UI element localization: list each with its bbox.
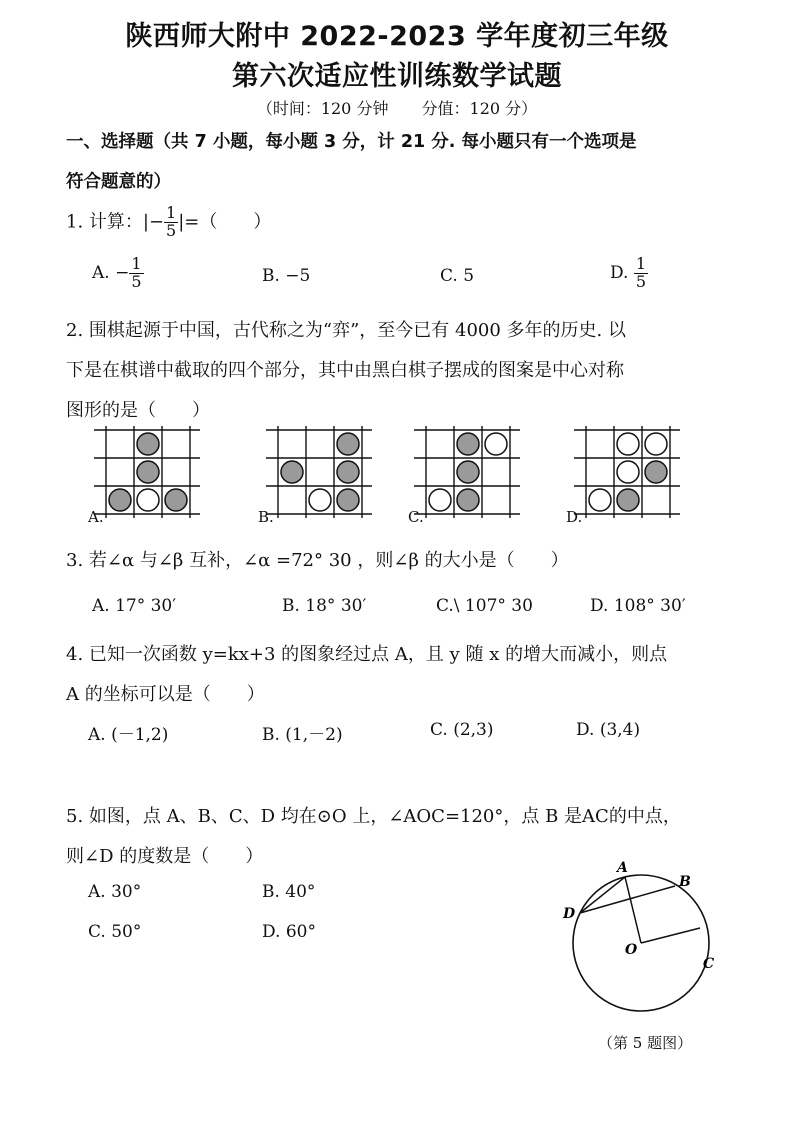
question-2-line1: 2. 围棋起源于中国，古代称之为“弈”，至今已有 4000 多年的历史. 以 <box>66 320 626 341</box>
exam-info <box>0 96 794 119</box>
question-4-line2: A 的坐标可以是（ ） <box>66 684 265 705</box>
black-stone <box>109 489 131 511</box>
segment-oa <box>625 877 641 943</box>
q1-option-a-num: 1 <box>131 254 142 273</box>
segment-oc <box>641 928 700 943</box>
q2-label-b: B. <box>258 508 274 526</box>
point-c-label: C <box>703 956 715 972</box>
score-label: 分值：120 分） <box>421 99 538 118</box>
q4-option-d: D. (3,4) <box>576 720 641 740</box>
go-board-figures <box>60 420 740 530</box>
question-5-line2: 则∠D 的度数是（ ） <box>66 846 264 867</box>
question-1-stem <box>66 205 271 240</box>
figure-5-caption: （第 5 题图） <box>598 1034 693 1052</box>
q1-option-d-den: 5 <box>635 271 647 291</box>
question-2-line2: 下是在棋谱中截取的四个部分，其中由黑白棋子摆成的图案是中心对称 <box>66 360 624 381</box>
question-2-line3: 图形的是（ ） <box>66 400 210 421</box>
black-stone <box>165 489 187 511</box>
q2-label-d: D. <box>566 508 583 526</box>
section-heading: 一、选择题（共 7 小题，每小题 3 分，计 21 分. 每小题只有一个选项是 <box>66 132 637 152</box>
black-stone <box>137 461 159 483</box>
black-stone <box>337 433 359 455</box>
exam-title-line2: 第六次适应性训练数学试题 <box>232 61 562 92</box>
q1-fraction <box>164 205 178 240</box>
q3-option-d: D. 108° 30′ <box>590 596 686 616</box>
black-stone <box>337 461 359 483</box>
q1-option-a-fraction <box>129 256 143 291</box>
time-label: （时间：120 分钟 <box>256 99 389 118</box>
q1-prefix: 1. 计算：|− <box>66 211 165 233</box>
q2-label-c: C. <box>408 508 424 526</box>
black-stone <box>457 461 479 483</box>
point-d-label: D <box>563 906 576 922</box>
q1-option-a-sign: − <box>115 262 130 283</box>
black-stone <box>457 489 479 511</box>
q3-option-c: C.\ 107° 30 <box>436 596 533 616</box>
question-3-stem: 3. 若∠α 与∠β 互补，∠α =72° 30 ，则∠β 的大小是（ ） <box>66 550 569 571</box>
black-stone <box>137 433 159 455</box>
black-stone <box>617 489 639 511</box>
go-board-b <box>266 426 372 518</box>
q1-option-c: C. 5 <box>440 266 475 286</box>
point-o-label: O <box>625 942 638 958</box>
black-stone <box>281 461 303 483</box>
q3-option-a: A. 17° 30′ <box>92 596 177 616</box>
go-board-c <box>414 426 520 518</box>
q4-option-a: A. (－1,2) <box>88 725 169 745</box>
white-stone <box>429 489 451 511</box>
question-5-line1: 5. 如图，点 A、B、C、D 均在⊙O 上，∠AOC=120°，点 B 是AC的中点， <box>66 806 681 827</box>
white-stone <box>617 433 639 455</box>
q1-frac-num: 1 <box>166 203 177 222</box>
white-stone <box>617 461 639 483</box>
q5-option-d: D. 60° <box>262 922 316 942</box>
question-4-line1: 4. 已知一次函数 y=kx+3 的图象经过点 A，且 y 随 x 的增大而减小，则点 <box>66 644 668 665</box>
q1-option-d-label: D. <box>610 262 629 283</box>
q5-option-c: C. 50° <box>88 922 142 942</box>
black-stone <box>337 489 359 511</box>
white-stone <box>589 489 611 511</box>
circle-figure <box>555 858 725 1018</box>
white-stone <box>309 489 331 511</box>
q1-option-a <box>92 256 144 291</box>
q1-option-d-fraction <box>634 256 648 291</box>
q1-option-a-den: 5 <box>131 271 142 291</box>
white-stone <box>645 433 667 455</box>
section-heading-cont: 符合题意的） <box>66 172 171 192</box>
q3-option-b: B. 18° 30′ <box>282 596 367 616</box>
q4-option-c: C. (2,3) <box>430 720 494 740</box>
q1-frac-den: 5 <box>166 220 177 240</box>
q1-option-b: B. −5 <box>262 266 311 286</box>
black-stone <box>457 433 479 455</box>
white-stone <box>485 433 507 455</box>
black-stone <box>645 461 667 483</box>
go-board-a <box>94 426 200 518</box>
q1-suffix: |=（ ） <box>178 211 272 233</box>
q2-label-a: A. <box>88 508 104 526</box>
q1-option-d-num: 1 <box>635 254 647 273</box>
segment-da <box>580 877 625 913</box>
point-a-label: A <box>617 860 628 876</box>
q1-option-a-label: A. <box>92 262 110 283</box>
q5-option-b: B. 40° <box>262 882 316 902</box>
point-b-label: B <box>679 874 691 890</box>
q4-option-b: B. (1,－2) <box>262 725 343 745</box>
q1-option-d <box>610 256 648 291</box>
q5-option-a: A. 30° <box>88 882 142 902</box>
exam-title-line1: 陕西师大附中 2022-2023 学年度初三年级 <box>125 21 669 52</box>
white-stone <box>137 489 159 511</box>
go-board-d <box>574 426 680 518</box>
